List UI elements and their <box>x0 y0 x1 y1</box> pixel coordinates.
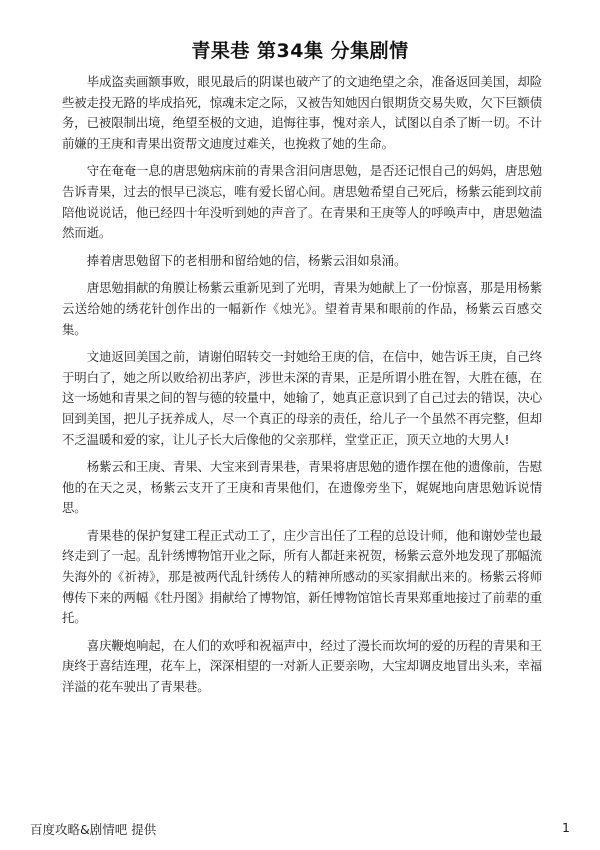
paragraph: 喜庆鞭炮响起，在人们的欢呼和祝福声中，经过了漫长而坎坷的爱的历程的青果和王庚终于喜结连理，花车上，深深相望的一对新人正要亲吻，大宝却调皮地冒出头来，幸福洋溢的花车驶出了青果巷。 <box>62 637 542 695</box>
paragraph: 文迪返回美国之前，请谢伯昭转交一封她给王庚的信，在信中，她告诉王庚，自己终于明白了，她之所以败给初出茅庐，涉世未深的青果，正是所谓小胜在智，大胜在德，在这一场她和青果之间的智与德的较量中，她输了，她真正意识到了自己过去的错误，决心回到美国，把儿子抚养成人，尽一个真正的母亲的责任，给儿子一个虽然不再完整，但却不乏温暖和爱的家，让儿子长大后像他的父亲那样，堂堂正正，顶天立地的大男人! <box>62 349 542 447</box>
paragraph: 唐思勉捐献的角膜让杨紫云重新见到了光明，青果为她献上了一份惊喜，那是用杨紫云送给她的绣花针创作出的一幅新作《烛光》。望着青果和眼前的作品，杨紫云百感交集。 <box>62 280 542 337</box>
paragraph: 青果巷的保护复建工程正式动工了，庄少言出任了工程的总设计师，他和谢妙莹也最终走到了一起。乱针绣博物馆开业之际，所有人都赶来祝贺，杨紫云意外地发现了那幅流失海外的《祈祷》，那是被两代乱针绣传人的精神所感动的买家捐献出来的。杨紫云将师傅传下来的两幅《牡丹图》捐献给了博物馆，新任博物馆馆长青果郑重地接过了前辈的重托。 <box>62 527 542 626</box>
paragraph: 捧着唐思勉留下的老相册和留给她的信，杨紫云泪如泉涌。 <box>86 252 407 268</box>
page-number: 1 <box>562 820 570 835</box>
article-body <box>62 72 542 705</box>
footer-source: 百度攻略&剧情吧 提供 <box>30 822 157 837</box>
paragraph: 毕成盗卖画额事败，眼见最后的阴谋也破产了的文迪绝望之余，准备返回美国，却险些被走投无路的毕成掐死，惊魂未定之际，又被告知她因白银期货交易失败，欠下巨额债务，已被限制出境，绝望至极的文迪，追悔往事，愧对亲人，试图以自杀了断一切。不计前嫌的王庚和青果出资帮文迪度过难关，也挽救了她的生命。 <box>62 74 542 151</box>
paragraph: 守在奄奄一息的唐思勉病床前的青果含泪问唐思勉，是否还记恨自己的妈妈，唐思勉告诉青果，过去的恨早已淡忘，唯有爱长留心间。唐思勉希望自己死后，杨紫云能到坟前陪他说说话，他已经四十年没听到她的声音了。在青果和王庚等人的呼唤声中，唐思勉溘然而逝。 <box>62 163 542 241</box>
paragraph: 杨紫云和王庚、青果、大宝来到青果巷，青果将唐思勉的遗作摆在他的遗像前，告慰他的在天之灵，杨紫云支开了王庚和青果他们，在遗像旁坐下，娓娓地向唐思勉诉说情思。 <box>62 459 542 516</box>
page-title: 青果巷 第34集 分集剧情 <box>191 40 409 62</box>
